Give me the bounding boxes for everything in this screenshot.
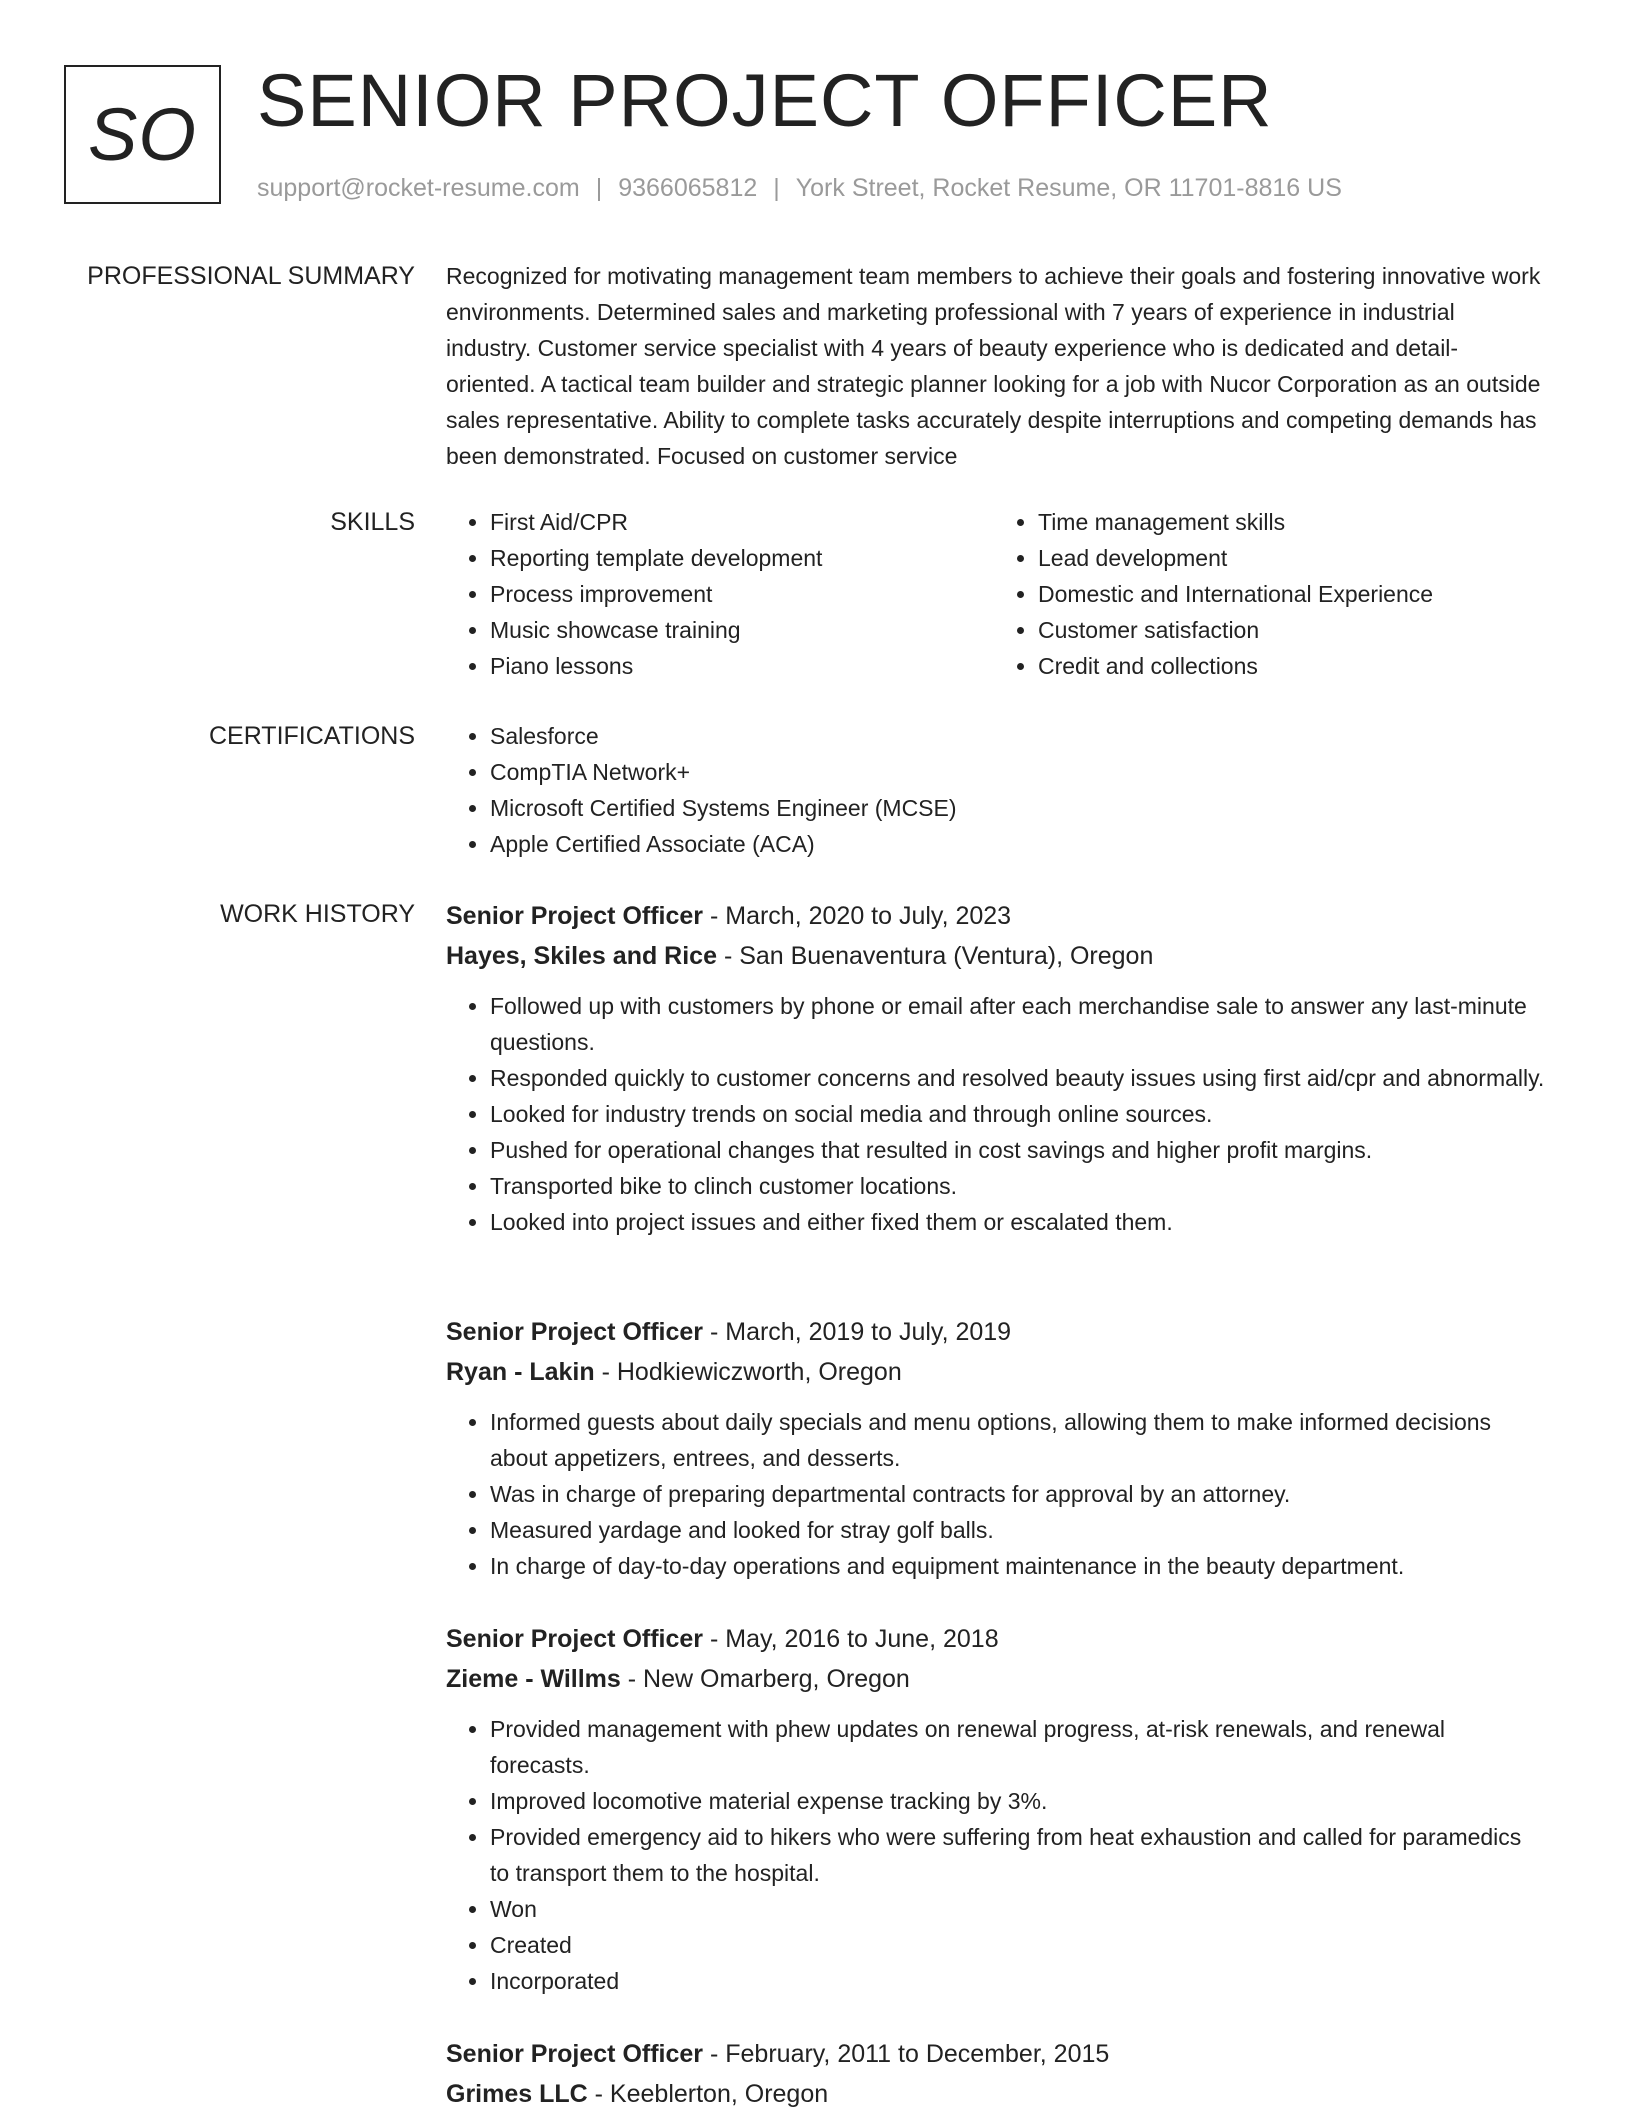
job-location: - San Buenaventura (Ventura), Oregon xyxy=(723,942,1154,970)
contact-separator: | xyxy=(595,174,603,202)
certification-item: • CompTIA Network+ xyxy=(490,754,1546,790)
job-title: Senior Project Officer xyxy=(446,902,704,930)
job-bullet: • Won xyxy=(490,1891,1546,1927)
skills-list-right xyxy=(994,504,1542,684)
job-bullets xyxy=(446,1711,1546,1999)
job-company-line xyxy=(446,2074,1546,2114)
job-company: Grimes LLC xyxy=(446,2080,588,2108)
skills-columns xyxy=(446,504,1546,684)
job-company: Hayes, Skiles and Rice xyxy=(446,942,717,970)
job-dates: - March, 2020 to July, 2023 xyxy=(709,902,1012,930)
job-company: Ryan - Lakin xyxy=(446,1358,595,1386)
skill-item: • Piano lessons xyxy=(490,648,994,684)
job-title: Senior Project Officer xyxy=(446,2040,704,2068)
certification-item: • Salesforce xyxy=(490,718,1546,754)
skill-item: • Music showcase training xyxy=(490,612,994,648)
certifications-body xyxy=(446,718,1546,862)
monogram-initials: SO xyxy=(88,93,197,176)
job-entry xyxy=(446,1619,1546,1999)
job-dates: - March, 2019 to July, 2019 xyxy=(709,1318,1012,1346)
certification-item: • Microsoft Certified Systems Engineer (MCSE) xyxy=(490,790,1546,826)
job-bullet: • Followed up with customers by phone or email after each merchandise sale to answer any last-minute questions. xyxy=(490,988,1546,1060)
job-dates: - May, 2016 to June, 2018 xyxy=(709,1625,999,1653)
job-bullet: • Responded quickly to customer concerns and resolved beauty issues using first aid/cpr and abnormally. xyxy=(490,1060,1546,1096)
summary-body xyxy=(446,258,1546,474)
job-bullet: • In charge of day-to-day operations and equipment maintenance in the beauty department. xyxy=(490,1548,1546,1584)
job-bullets xyxy=(446,1404,1546,1584)
skill-item: • Domestic and International Experience xyxy=(1038,576,1542,612)
monogram-badge xyxy=(64,65,221,204)
job-title: Senior Project Officer xyxy=(446,1625,704,1653)
skills-list-left xyxy=(446,504,994,684)
skill-item: • Time management skills xyxy=(1038,504,1542,540)
job-title-line xyxy=(446,1312,1546,1352)
skill-item: • Process improvement xyxy=(490,576,994,612)
job-dates: - February, 2011 to December, 2015 xyxy=(709,2040,1110,2068)
section-label-summary: PROFESSIONAL SUMMARY xyxy=(87,262,415,290)
skill-item: • First Aid/CPR xyxy=(490,504,994,540)
resume-title: SENIOR PROJECT OFFICER xyxy=(257,59,1273,142)
job-bullet: • Measured yardage and looked for stray golf balls. xyxy=(490,1512,1546,1548)
certifications-list xyxy=(446,718,1546,862)
contact-email: support@rocket-resume.com xyxy=(257,174,580,202)
contact-address: York Street, Rocket Resume, OR 11701-8816 US xyxy=(795,174,1342,202)
job-bullet: • Looked for industry trends on social media and through online sources. xyxy=(490,1096,1546,1132)
job-entry xyxy=(446,2034,1546,2114)
certification-item: • Apple Certified Associate (ACA) xyxy=(490,826,1546,862)
job-title-line xyxy=(446,2034,1546,2074)
job-bullets xyxy=(446,988,1546,1240)
job-title-line xyxy=(446,896,1546,936)
contact-separator: | xyxy=(773,174,780,202)
job-bullet: • Improved locomotive material expense tracking by 3%. xyxy=(490,1783,1546,1819)
section-label-work-history: WORK HISTORY xyxy=(220,900,415,928)
section-label-certifications: CERTIFICATIONS xyxy=(208,722,415,750)
job-bullet: • Was in charge of preparing departmental contracts for approval by an attorney. xyxy=(490,1476,1546,1512)
job-title: Senior Project Officer xyxy=(446,1318,704,1346)
skill-item: • Lead development xyxy=(1038,540,1542,576)
skill-item: • Customer satisfaction xyxy=(1038,612,1542,648)
job-location: - Hodkiewiczworth, Oregon xyxy=(601,1358,902,1386)
job-entry xyxy=(446,1312,1546,1584)
job-location: - Keeblerton, Oregon xyxy=(594,2080,829,2108)
job-bullet: • Looked into project issues and either fixed them or escalated them. xyxy=(490,1204,1546,1240)
contact-phone: 9366065812 xyxy=(618,174,758,202)
job-company-line xyxy=(446,936,1546,976)
job-bullet: • Pushed for operational changes that resulted in cost savings and higher profit margins. xyxy=(490,1132,1546,1168)
job-bullet: • Incorporated xyxy=(490,1963,1546,1999)
job-bullet: • Created xyxy=(490,1927,1546,1963)
summary-text: Recognized for motivating management team members to achieve their goals and fostering innovative work environments. Determined sales and marketing professional with 7 years of experience in industrial industry. Customer service specialist with 4 years of beauty experience who is dedicated and detail-oriented. A tactical team builder and strategic planner looking for a job with Nucor Corporation as an outside sales representative. Ability to complete tasks accurately despite interruptions and competing demands has been demonstrated. Focused on customer service xyxy=(446,263,1541,469)
job-bullet: • Informed guests about daily specials and menu options, allowing them to make informed decisions about appetizers, entrees, and desserts. xyxy=(490,1404,1546,1476)
skill-item: • Reporting template development xyxy=(490,540,994,576)
job-location: - New Omarberg, Oregon xyxy=(627,1665,910,1693)
job-company: Zieme - Willms xyxy=(446,1665,621,1693)
job-company-line xyxy=(446,1352,1546,1392)
skill-item: • Credit and collections xyxy=(1038,648,1542,684)
contact-line xyxy=(257,174,1342,203)
job-company-line xyxy=(446,1659,1546,1699)
section-label-skills: SKILLS xyxy=(330,508,415,536)
job-entry xyxy=(446,896,1546,1240)
job-bullet: • Provided management with phew updates on renewal progress, at-risk renewals, and renewal forecasts. xyxy=(490,1711,1546,1783)
job-title-line xyxy=(446,1619,1546,1659)
job-bullet: • Transported bike to clinch customer locations. xyxy=(490,1168,1546,1204)
job-bullet: • Provided emergency aid to hikers who were suffering from heat exhaustion and called for paramedics to transport them to the hospital. xyxy=(490,1819,1546,1891)
